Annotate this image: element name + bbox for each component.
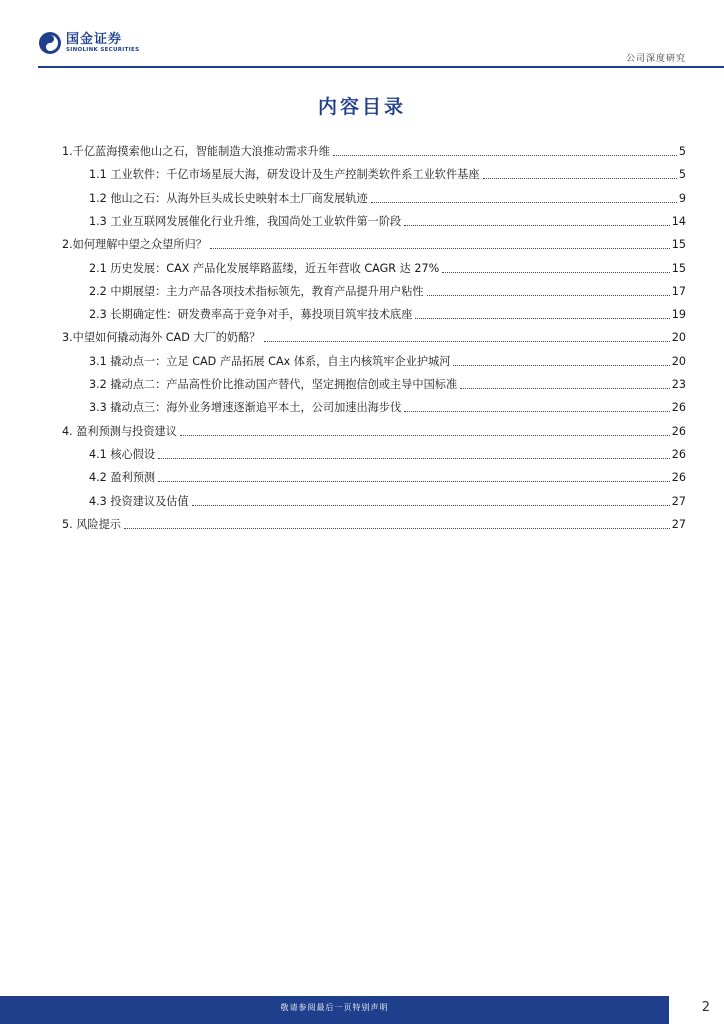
- toc-entry-page: 17: [671, 284, 686, 298]
- toc-entry-page: 26: [671, 424, 686, 438]
- toc-entry[interactable]: [89, 491, 686, 509]
- toc-entry[interactable]: [62, 327, 686, 345]
- toc-entry[interactable]: [89, 188, 686, 206]
- toc-entry[interactable]: [62, 141, 686, 159]
- toc-entry-page: 9: [678, 191, 686, 205]
- toc-entry-label: 2.3 长期确定性：研发费率高于竞争对手，募投项目筑牢技术底座: [89, 308, 413, 322]
- toc-leader-dots: [460, 388, 670, 389]
- toc-leader-dots: [442, 272, 670, 273]
- toc-entry[interactable]: [89, 444, 686, 462]
- toc-entry-page: 26: [671, 447, 686, 461]
- toc-entry-page: 20: [671, 331, 686, 345]
- toc-entry-page: 27: [671, 494, 686, 508]
- toc-entry-label: 3.1 撬动点一：立足 CAD 产品拓展 CAx 体系，自主内核筑牢企业护城河: [89, 354, 451, 368]
- toc-leader-dots: [371, 202, 677, 203]
- toc-leader-dots: [404, 225, 670, 226]
- toc-leader-dots: [333, 155, 677, 156]
- toc-leader-dots: [210, 248, 670, 249]
- page-number: 2: [701, 1000, 710, 1015]
- toc-leader-dots: [453, 365, 669, 366]
- toc-entry-page: 19: [671, 308, 686, 322]
- toc-entry[interactable]: [89, 351, 686, 369]
- toc-entry[interactable]: [89, 164, 686, 182]
- toc-entry[interactable]: [62, 234, 686, 252]
- toc-entry-page: 23: [671, 378, 686, 391]
- toc-entry[interactable]: [89, 304, 686, 322]
- toc-entry-page: 5: [678, 168, 686, 182]
- toc-entry-label: 4.1 核心假设: [89, 447, 156, 461]
- sinolink-logo: [38, 30, 139, 56]
- toc-entry-label: 3.3 撬动点三：海外业务增速逐渐追平本土，公司加速出海步伐: [89, 401, 402, 415]
- toc-entry-label: 1.1 工业软件：千亿市场星辰大海，研发设计及生产控制类软件系工业软件基座: [89, 168, 480, 182]
- toc-entry[interactable]: [89, 374, 686, 392]
- toc-entry[interactable]: [89, 258, 686, 276]
- toc-entry-page: 26: [671, 401, 686, 415]
- toc-entry-page: 5: [678, 145, 686, 158]
- toc-entry[interactable]: [89, 211, 686, 229]
- toc-entry-page: 15: [671, 238, 686, 252]
- logo-english-name: SINOLINK SECURITIES: [66, 46, 140, 53]
- toc-leader-dots: [264, 341, 670, 342]
- toc-entry-label: 1.3 工业互联网发展催化行业升维，我国尚处工业软件第一阶段: [89, 214, 402, 228]
- toc-entry-label: 2.2 中期展望：主力产品各项技术指标领先，教育产品提升用户粘性: [89, 284, 424, 298]
- toc-entry-label: 3.2 撬动点二：产品高性价比推动国产替代，坚定拥抱信创或主导中国标准: [89, 378, 458, 391]
- header-divider: [38, 66, 724, 68]
- toc-leader-dots: [158, 458, 670, 459]
- toc-entry-label: 5. 风险提示: [62, 517, 121, 531]
- toc-entry-label: 4. 盈利预测与投资建议: [62, 424, 177, 438]
- toc-entry-page: 26: [671, 471, 686, 485]
- toc-title: 内容目录: [317, 96, 406, 118]
- toc-leader-dots: [180, 435, 670, 436]
- toc-entry-label: 4.3 投资建议及估值: [89, 494, 189, 508]
- toc-entry[interactable]: [62, 421, 686, 439]
- sinolink-emblem-icon: [38, 31, 62, 55]
- toc-leader-dots: [124, 528, 670, 529]
- toc-entry-page: 27: [671, 517, 686, 531]
- toc-entry-page: 14: [671, 214, 686, 228]
- toc-entry-label: 1.2 他山之石：从海外巨头成长史映射本土厂商发展轨迹: [89, 191, 368, 205]
- toc-leader-dots: [483, 178, 677, 179]
- toc-entry-label: 1.千亿蓝海摸索他山之石，智能制造大浪推动需求升维: [62, 145, 330, 158]
- toc-entry-label: 2.1 历史发展：CAX 产品化发展筚路蓝缕，近五年营收 CAGR 达 27%: [89, 261, 440, 275]
- toc-entry-label: 4.2 盈利预测: [89, 471, 156, 485]
- toc-entry[interactable]: [89, 281, 686, 299]
- footer-disclaimer: 敬请参阅最后一页特别声明: [280, 1003, 389, 1012]
- toc-leader-dots: [158, 481, 670, 482]
- toc-leader-dots: [404, 411, 670, 412]
- toc-leader-dots: [192, 505, 670, 506]
- toc-entry[interactable]: [89, 467, 686, 485]
- toc-entry-page: 15: [671, 261, 686, 275]
- logo-chinese-name: 国金证券: [66, 31, 123, 47]
- report-type-label: 公司深度研究: [625, 54, 686, 64]
- toc-entry-label: 2.如何理解中望之众望所归？: [62, 238, 207, 252]
- toc-entry-label: 3.中望如何撬动海外 CAD 大厂的奶酪？: [62, 331, 261, 345]
- toc-leader-dots: [415, 318, 669, 319]
- toc-entry[interactable]: [62, 514, 686, 532]
- toc-entry-page: 20: [671, 354, 686, 368]
- toc-leader-dots: [427, 295, 670, 296]
- toc-entry[interactable]: [89, 397, 686, 415]
